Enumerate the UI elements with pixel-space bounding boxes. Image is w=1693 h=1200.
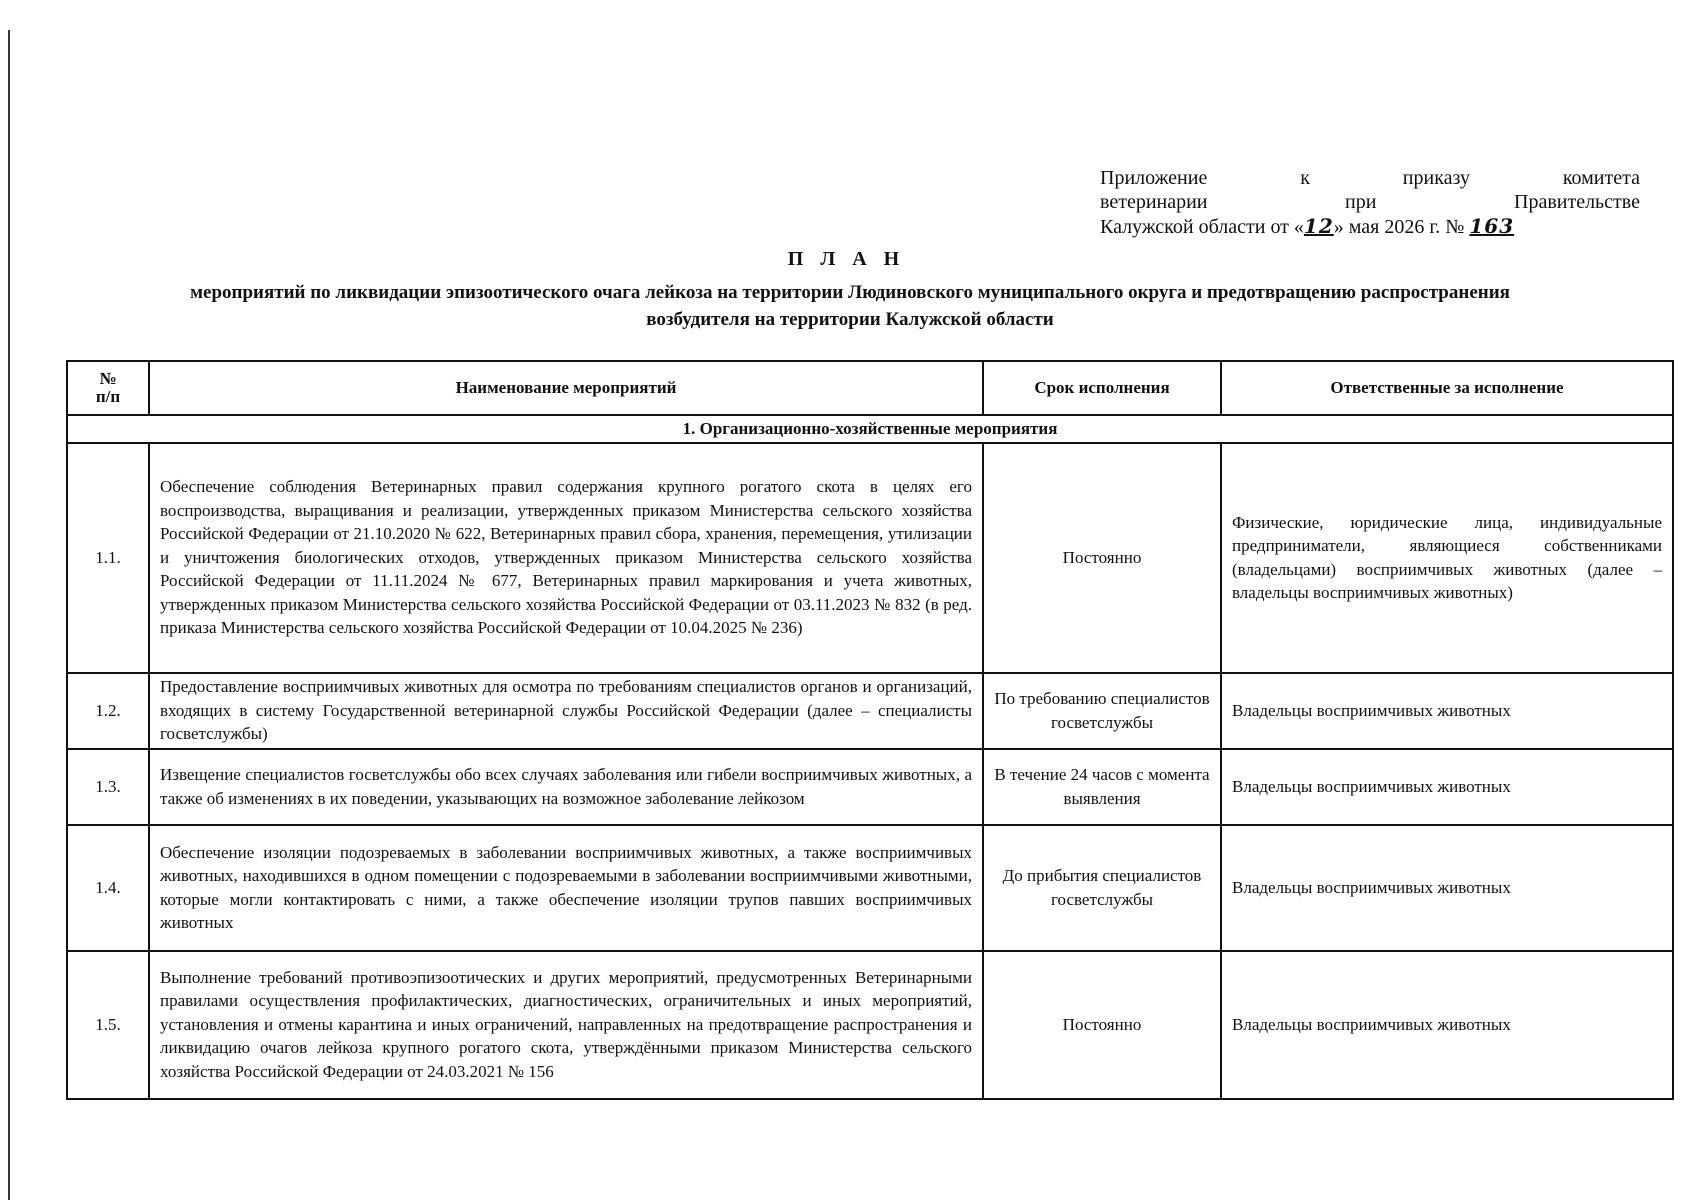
- row-deadline: В течение 24 часов с момента выявления: [983, 749, 1221, 825]
- appendix-date-middle: » мая 2026 г. №: [1333, 216, 1465, 238]
- appendix-line-3: [1100, 214, 1640, 239]
- handwritten-day: 12: [1303, 214, 1334, 238]
- header-number-sign: №: [99, 369, 117, 388]
- header-responsible: Ответственные за исполнение: [1221, 361, 1673, 415]
- table-header-row: [67, 361, 1673, 415]
- appendix-header: [1100, 166, 1640, 239]
- table-row: [67, 951, 1673, 1099]
- header-activity: Наименование мероприятий: [149, 361, 983, 415]
- row-deadline: Постоянно: [983, 951, 1221, 1099]
- row-deadline: Постоянно: [983, 443, 1221, 673]
- handwritten-order-number: 163: [1469, 214, 1515, 238]
- row-number: 1.4.: [67, 825, 149, 951]
- row-activity: Обеспечение изоляции подозреваемых в заболевании восприимчивых животных, а также восприимчивых животных, находившихся в одном помещении с подозреваемыми в заболевании восприимчивыми животными, которые могли контактировать с ними, а также обеспечение изоляции трупов павших восприимчивых животных: [149, 825, 983, 951]
- section-row: [67, 415, 1673, 443]
- row-activity: Выполнение требований противоэпизоотических и других мероприятий, предусмотренных Ветеринарными правилами осуществления профилактических, диагностических, ограничительных и иных мероприятий, установления и отмены карантина и иных ограничений, направленных на предотвращение распространения и ликвидацию очагов лейкоза крупного рогатого скота, утверждёнными приказом Министерства сельского хозяйства Российской Федерации от 24.03.2021 № 156: [149, 951, 983, 1099]
- row-responsible: Владельцы восприимчивых животных: [1221, 673, 1673, 749]
- plan-table: [66, 360, 1674, 1100]
- row-number: 1.2.: [67, 673, 149, 749]
- row-number: 1.5.: [67, 951, 149, 1099]
- row-deadline: По требованию специалистов госветслужбы: [983, 673, 1221, 749]
- row-activity: Предоставление восприимчивых животных для осмотра по требованиям специалистов органов и организаций, входящих в систему Государственной ветеринарной службы Российской Федерации (далее – специалисты госветслужбы): [149, 673, 983, 749]
- table-row: [67, 673, 1673, 749]
- header-number: [67, 361, 149, 415]
- table-row: [67, 749, 1673, 825]
- header-deadline: Срок исполнения: [983, 361, 1221, 415]
- header-number-pp: п/п: [95, 387, 121, 406]
- row-responsible: Владельцы восприимчивых животных: [1221, 825, 1673, 951]
- section-title: 1. Организационно-хозяйственные мероприятия: [67, 415, 1673, 443]
- row-activity: Обеспечение соблюдения Ветеринарных правил содержания крупного рогатого скота в целях его воспроизводства, выращивания и реализации, утвержденных приказом Министерства сельского хозяйства Российской Федерации от 21.10.2020 № 622, Ветеринарных правил сбора, хранения, перемещения, утилизации и уничтожения биологических отходов, утвержденных приказом Министерства сельского хозяйства Российской Федерации от 11.11.2024 № 677, Ветеринарных правил маркирования и учета животных, утвержденных приказом Министерства сельского хозяйства Российской Федерации от 03.11.2023 № 832 (в ред. приказа Министерства сельского хозяйства Российской Федерации от 10.04.2025 № 236): [149, 443, 983, 673]
- document-title: П Л А Н: [787, 248, 906, 270]
- document-subtitle: мероприятий по ликвидации эпизоотического очага лейкоза на территории Людиновского муниципального округа и предотвращению распространения возбудителя на территории Калужской области: [190, 282, 1510, 330]
- row-activity: Извещение специалистов госветслужбы обо всех случаях заболевания или гибели восприимчивых животных, а также об изменениях в их поведении, указывающих на возможное заболевание лейкозом: [149, 749, 983, 825]
- row-deadline: До прибытия специалистов госветслужбы: [983, 825, 1221, 951]
- row-responsible: Физические, юридические лица, индивидуальные предприниматели, являющиеся собственниками (владельцами) восприимчивых животных (далее – владельцы восприимчивых животных): [1221, 443, 1673, 673]
- row-number: 1.3.: [67, 749, 149, 825]
- table-row: [67, 443, 1673, 673]
- appendix-line-2: ветеринарии при Правительстве: [1100, 191, 1640, 213]
- appendix-line-1: Приложение к приказу комитета: [1100, 167, 1640, 189]
- table-row: [67, 825, 1673, 951]
- row-number: 1.1.: [67, 443, 149, 673]
- row-responsible: Владельцы восприимчивых животных: [1221, 749, 1673, 825]
- row-responsible: Владельцы восприимчивых животных: [1221, 951, 1673, 1099]
- page-left-edge: [8, 30, 10, 1200]
- appendix-date-prefix: Калужской области от «: [1100, 216, 1304, 238]
